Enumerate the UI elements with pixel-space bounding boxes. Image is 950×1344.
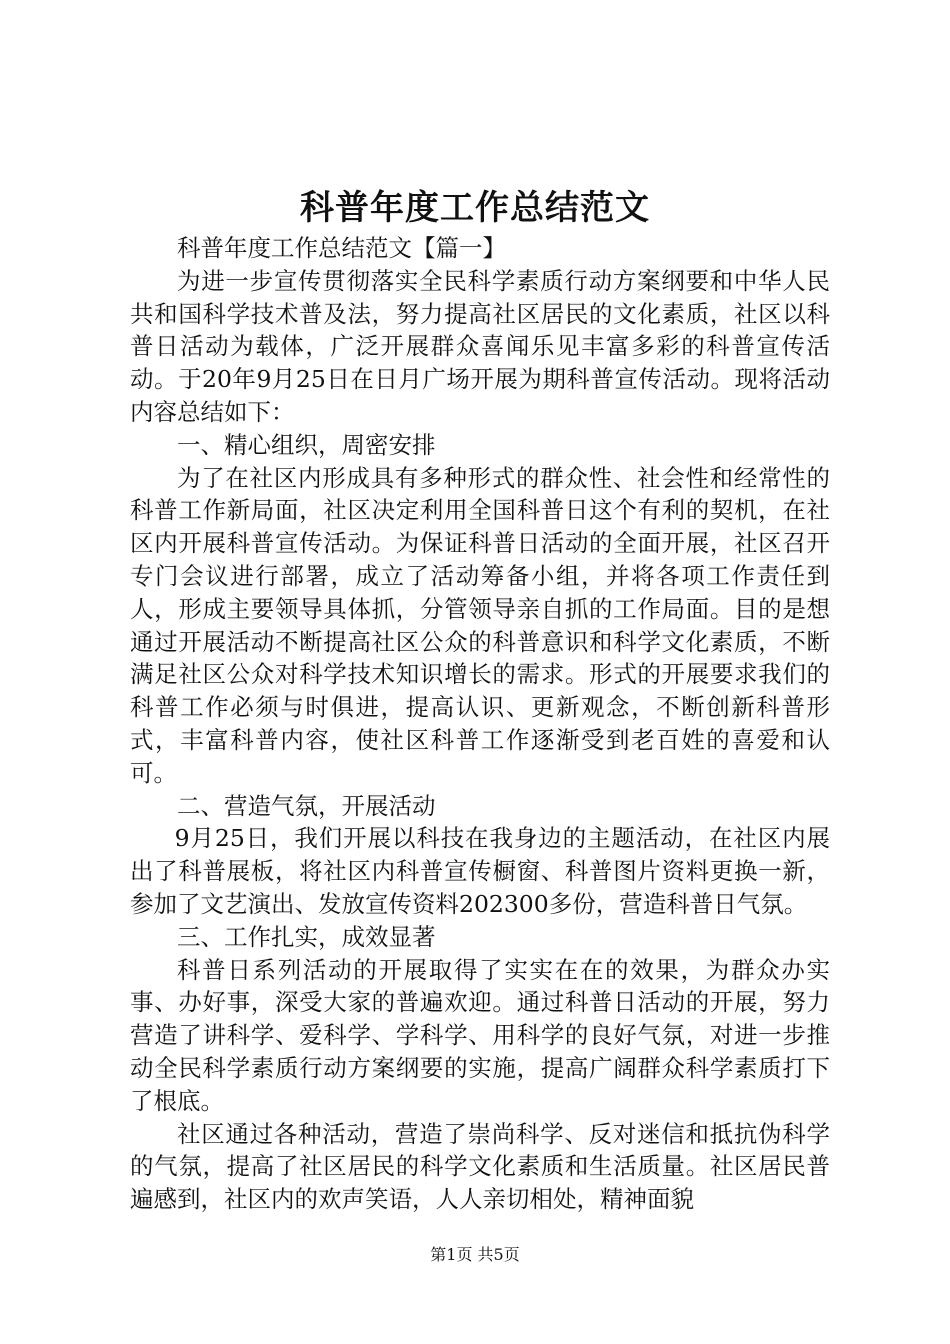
section-heading: 一、精心组织，周密安排: [177, 430, 436, 459]
paragraph: 9月25日，我们开展以科技在我身边的主题活动，在社区内展出了科普展板，将社区内科普宣传橱窗、科普图片资料更换一新，参加了文艺演出、发放宣传资料202300多份，营造科普日气氛。: [130, 824, 830, 918]
paragraph: 科普日系列活动的开展取得了实实在在的效果，为群众办实事、办好事，深受大家的普遍欢迎。通过科普日活动的开展，努力营造了讲科学、爱科学、学科学、用科学的良好气氛，对进一步推动全民科学素质行动方案纲要的实施，提高广阔群众科学素质打下了根底。: [130, 955, 830, 1115]
section-heading: 科普年度工作总结范文【篇一】: [177, 234, 506, 262]
document-title: 科普年度工作总结范文: [300, 188, 650, 228]
paragraph: 社区通过各种活动，营造了崇尚科学、反对迷信和抵抗伪科学的气氛，提高了社区居民的科学文化素质和生活质量。社区居民普遍感到，社区内的欢声笑语，人人亲切相处，精神面貌: [130, 1119, 830, 1214]
page-footer: 第1页 共5页: [430, 1245, 520, 1264]
section-heading: 二、营造气氛，开展活动: [177, 791, 436, 820]
section-heading: 三、工作扎实，成效显著: [177, 922, 436, 951]
document-body: [130, 232, 830, 1216]
paragraph: 为进一步宣传贯彻落实全民科学素质行动方案纲要和中华人民共和国科学技术普及法，努力提高社区居民的文化素质，社区以科普日活动为载体，广泛开展群众喜闻乐见丰富多彩的科普宣传活动。于20年9月25日在日月广场开展为期科普宣传活动。现将活动内容总结如下：: [130, 266, 830, 426]
paragraph: 为了在社区内形成具有多种形式的群众性、社会性和经常性的科普工作新局面，社区决定利用全国科普日这个有利的契机，在社区内开展科普宣传活动。为保证科普日活动的全面开展，社区召开专门会议进行部署，成立了活动筹备小组，并将各项工作责任到人，形成主要领导具体抓，分管领导亲自抓的工作局面。目的是想通过开展活动不断提高社区公众的科普意识和科学文化素质，不断满足社区公众对科学技术知识增长的需求。形式的开展要求我们的科普工作必须与时俱进，提高认识、更新观念，不断创新科普形式，丰富科普内容，使社区科普工作逐渐受到老百姓的喜爱和认可。: [130, 463, 830, 787]
